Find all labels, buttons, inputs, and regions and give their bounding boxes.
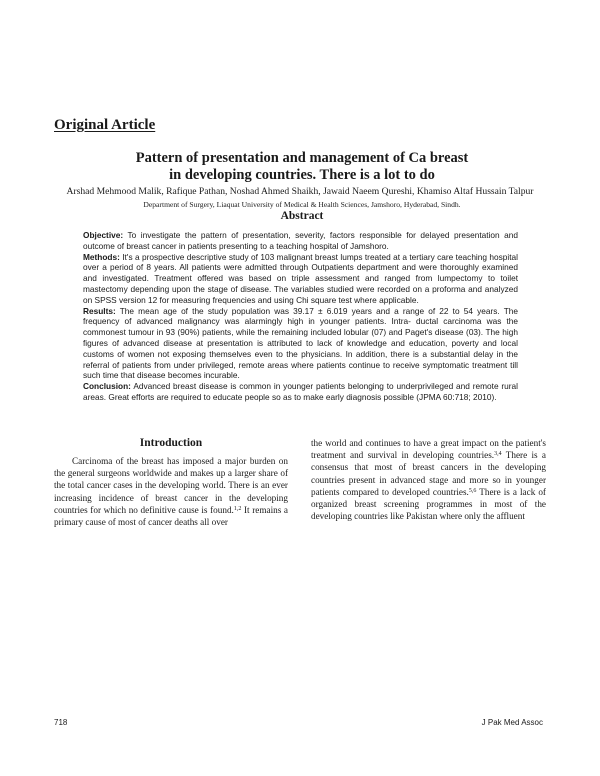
abstract-body [83,230,518,403]
introduction-heading: Introduction [139,437,203,449]
author-list: Arshad Mehmood Malik, Rafique Pathan, Noshad Ahmed Shaikh, Jawaid Naeem Qureshi, Khamiso Altaf Hussain Talpur [66,186,534,197]
reference-5-6: 5,6 [468,487,477,494]
intro-right-text-c: There is a lack of organized breast screening programmes in most of the developing countries like Pakistan where only the affluent [311,486,546,522]
abstract-heading: Abstract [280,210,324,222]
article-title [54,150,550,184]
abstract-conclusion [83,381,518,403]
methods-text: It's a prospective descriptive study of 103 malignant breast lumps treated at a tertiary care teaching hospital over a period of 8 years. All patients were admitted through Outpatients department and were thoroughly examined and investigated. Treatment offered was based on triple assessment and ranged from lumpectomy to toilet mastectomy depending upon the stage of disease. The variables studied were recorded on a proforma and analyzed on SPSS version 12 for measuring frequencies and using Chi square test where applicable. [83,251,518,305]
right-column [311,437,546,522]
left-column [54,437,288,528]
intro-left-text-b: It remains a primary cause of most of cancer deaths all over [54,504,288,528]
intro-right-text-a: the world and continues to have a great impact on the patient's treatment and survival in developing countries. [311,438,546,461]
section-label: Original Article [54,117,156,133]
title-line-2: in developing countries. There is a lot to do [169,167,435,183]
abstract-objective [83,230,518,252]
objective-label: Objective: [83,230,124,240]
abstract-results [83,306,518,382]
page-number: 718 [54,718,68,727]
conclusion-text: Advanced breast disease is common in younger patients belonging to underprivileged and remote rural areas. Great efforts are required to educate people so as to make early diagnosis possible (JPMA 60:718; 2010). [83,381,518,402]
intro-paragraph-left [54,455,288,528]
results-text: The mean age of the study population was 39.17 ± 6.019 years and a range of 22 to 54 years. The frequency of advanced malignancy was alarmingly high in younger patients. Intra- ductal carcinoma was the commonest tumour in 93 (90%) patients, while the remaining included lobular (07) and Paget's disease (03). The high figures of advanced disease at presentation is attributed to lack of knowledge and education, poverty and local customs of women not exposing themselves even to the physicians. In addition, there is a substantial delay in the referral of patients from under privileged, remote areas where patients continue to receive symptomatic treatment till such time that disease becomes incurable. [83,305,518,381]
objective-text: To investigate the pattern of presentation, severity, factors responsible for delayed presentation and outcome of breast cancer in patients presenting to a teaching hospital of Jamshoro. [83,230,518,251]
journal-name: J Pak Med Assoc [481,718,543,727]
results-label: Results: [83,305,116,316]
methods-label: Methods: [83,251,120,262]
title-line-1: Pattern of presentation and management of Ca breast [135,150,469,166]
intro-left-text-a: Carcinoma of the breast has imposed a major burden on the general surgeons worldwide and makes up a larger share of the total cancer cases in the developing world. There is an ever increasing incidence of breast cancer in the developing countries for which no definitive cause is found. [54,456,288,515]
conclusion-label: Conclusion: [83,381,131,392]
affiliation: Department of Surgery, Liaquat University of Medical & Health Sciences, Jamshoro, Hyderabad, Sindh. [143,200,461,209]
intro-paragraph-right [311,437,546,522]
reference-3-4: 3,4 [494,451,502,458]
reference-1-2: 1,2 [233,505,242,512]
abstract-methods [83,252,518,306]
intro-right-text-b: There is a consensus that most of breast cancers in the developing countries present in advanced stage and more so in younger patients compared to developed countries. [311,450,547,497]
